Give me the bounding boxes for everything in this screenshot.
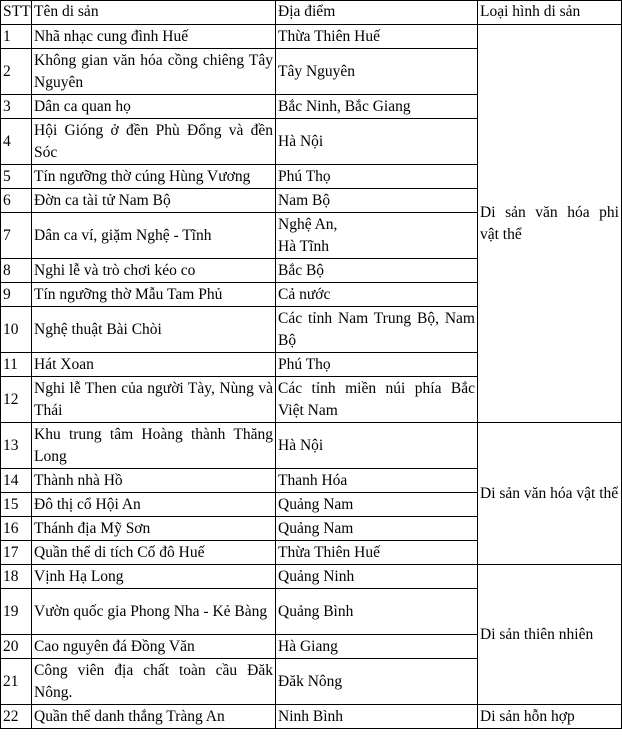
header-place: Địa điểm <box>276 1 478 25</box>
row-name: Khu trung tâm Hoàng thành Thăng Long <box>32 423 276 469</box>
row-stt: 1 <box>1 25 32 49</box>
type-tangible: Di sản văn hóa vật thể <box>478 423 622 565</box>
row-stt: 20 <box>1 635 32 659</box>
table-header-row <box>1 1 622 25</box>
row-place: Hà Giang <box>276 635 478 659</box>
row-name: Quần thể di tích Cố đô Huế <box>32 541 276 565</box>
row-name: Tín ngưỡng thờ cúng Hùng Vương <box>32 165 276 189</box>
row-stt: 19 <box>1 589 32 635</box>
row-name: Nhã nhạc cung đình Huế <box>32 25 276 49</box>
row-stt: 14 <box>1 469 32 493</box>
row-stt: 9 <box>1 283 32 307</box>
row-name: Thánh địa Mỹ Sơn <box>32 517 276 541</box>
row-place: Quảng Nam <box>276 517 478 541</box>
row-stt: 16 <box>1 517 32 541</box>
row-place: Thanh Hóa <box>276 469 478 493</box>
row-place: Tây Nguyên <box>276 49 478 95</box>
row-place: Các tỉnh miền núi phía Bắc Việt Nam <box>276 377 478 423</box>
row-place: Cả nước <box>276 283 478 307</box>
row-name: Vịnh Hạ Long <box>32 565 276 589</box>
type-mixed: Di sản hỗn hợp <box>478 705 622 729</box>
row-stt: 8 <box>1 259 32 283</box>
type-natural: Di sản thiên nhiên <box>478 565 622 705</box>
row-place: Quảng Ninh <box>276 565 478 589</box>
row-place: Nghệ An, Hà Tĩnh <box>276 213 478 259</box>
row-stt: 11 <box>1 353 32 377</box>
row-name: Không gian văn hóa cồng chiêng Tây Nguyên <box>32 49 276 95</box>
row-stt: 18 <box>1 565 32 589</box>
row-place: Phú Thọ <box>276 353 478 377</box>
row-place: Các tỉnh Nam Trung Bộ, Nam Bộ <box>276 307 478 353</box>
row-place: Quảng Nam <box>276 493 478 517</box>
row-stt: 13 <box>1 423 32 469</box>
row-name: Hội Gióng ở đền Phù Đổng và đền Sóc <box>32 119 276 165</box>
row-place: Quảng Bình <box>276 589 478 635</box>
row-place: Phú Thọ <box>276 165 478 189</box>
row-name: Vườn quốc gia Phong Nha - Kẻ Bàng <box>32 589 276 635</box>
row-name: Dân ca ví, giặm Nghệ - Tĩnh <box>32 213 276 259</box>
row-stt: 4 <box>1 119 32 165</box>
row-name: Công viên địa chất toàn cầu Đăk Nông. <box>32 659 276 705</box>
row-stt: 10 <box>1 307 32 353</box>
header-stt: STT <box>1 1 32 25</box>
row-place: Bắc Ninh, Bắc Giang <box>276 95 478 119</box>
row-place: Ninh Bình <box>276 705 478 729</box>
row-stt: 22 <box>1 705 32 729</box>
row-place: Thừa Thiên Huế <box>276 541 478 565</box>
table-row <box>1 565 622 589</box>
row-place: Thừa Thiên Huế <box>276 25 478 49</box>
row-name: Cao nguyên đá Đồng Văn <box>32 635 276 659</box>
row-place: Đăk Nông <box>276 659 478 705</box>
row-name: Dân ca quan họ <box>32 95 276 119</box>
row-name: Đô thị cổ Hội An <box>32 493 276 517</box>
row-name: Nghệ thuật Bài Chòi <box>32 307 276 353</box>
row-name: Thành nhà Hồ <box>32 469 276 493</box>
type-intangible: Di sản văn hóa phi vật thể <box>478 25 622 423</box>
row-stt: 2 <box>1 49 32 95</box>
row-name: Nghi lễ và trò chơi kéo co <box>32 259 276 283</box>
header-type: Loại hình di sản <box>478 1 622 25</box>
row-place: Bắc Bộ <box>276 259 478 283</box>
row-stt: 5 <box>1 165 32 189</box>
row-stt: 12 <box>1 377 32 423</box>
row-stt: 21 <box>1 659 32 705</box>
table-row <box>1 25 622 49</box>
row-stt: 17 <box>1 541 32 565</box>
row-name: Nghi lễ Then của người Tày, Nùng và Thái <box>32 377 276 423</box>
row-stt: 3 <box>1 95 32 119</box>
table-row <box>1 705 622 729</box>
header-name: Tên di sản <box>32 1 276 25</box>
row-name: Hát Xoan <box>32 353 276 377</box>
row-name: Quần thể danh thắng Tràng An <box>32 705 276 729</box>
row-place: Hà Nội <box>276 423 478 469</box>
row-place: Hà Nội <box>276 119 478 165</box>
row-name: Tín ngưỡng thờ Mẫu Tam Phủ <box>32 283 276 307</box>
table-row <box>1 423 622 469</box>
row-stt: 6 <box>1 189 32 213</box>
row-place: Nam Bộ <box>276 189 478 213</box>
row-stt: 7 <box>1 213 32 259</box>
row-stt: 15 <box>1 493 32 517</box>
row-name: Đờn ca tài tử Nam Bộ <box>32 189 276 213</box>
